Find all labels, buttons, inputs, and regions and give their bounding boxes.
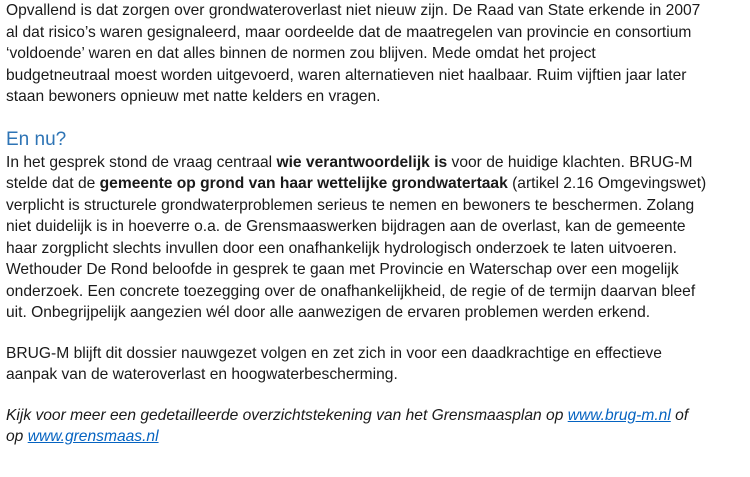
paragraph-spacer — [6, 386, 746, 405]
paragraph-line: uit. Onbegrijpelijk aangezien wél door alle aanwezigen de ervaren problemen werden erkend. — [6, 304, 651, 321]
paragraph-line: verplicht is structurele grondwaterproblemen serieus te nemen en bewoners te beschermen. Zolang — [6, 196, 695, 214]
section-heading: En nu? — [6, 128, 67, 150]
paragraph-line: haar zorgplicht slechts invullen door een onafhankelijk hydrologisch onderzoek te laten uitvoeren. — [6, 239, 677, 257]
text-run: op — [6, 428, 28, 445]
paragraph-line: niet duidelijk is in hoeverre o.a. de Grensmaaswerken bijdragen aan de overlast, kan de gemeente — [6, 218, 686, 235]
paragraph-line: aanpak van de wateroverlast en hoogwaterbescherming. — [6, 366, 398, 383]
paragraph-line: BRUG-M blijft dit dossier nauwgezet volgen en zet zich in voor een daadkrachtige en effectieve — [6, 344, 662, 362]
paragraph-line — [6, 173, 746, 195]
document-body — [6, 0, 746, 448]
text-run: stelde dat de — [6, 175, 100, 192]
paragraph-line: Wethouder De Rond beloofde in gesprek te gaan met Provincie en Waterschap over een mogelijk — [6, 261, 679, 278]
paragraph-line: al dat risico’s waren gesignaleerd, maar oordeelde dat de maatregelen van provincie en consortium — [6, 23, 692, 41]
paragraph-line — [6, 426, 746, 448]
paragraph-line — [6, 405, 746, 427]
paragraph-spacer — [6, 324, 746, 343]
paragraph-followup — [6, 343, 746, 386]
paragraph-line: onderzoek. Een concrete toezegging over de onafhankelijkheid, de regie of de termijn daarvan bleef — [6, 282, 696, 300]
paragraph-line: ‘voldoende’ waren en dat alles binnen de normen zou blijven. Mede omdat het project — [6, 45, 596, 62]
paragraph-history — [6, 0, 746, 108]
bold-text: gemeente op grond van haar wettelijke grondwatertaak — [99, 175, 508, 192]
paragraph-line — [6, 152, 746, 174]
footer-note — [6, 405, 746, 448]
paragraph-responsibility — [6, 152, 746, 324]
text-run: of — [670, 406, 689, 424]
brug-m-link[interactable]: www.brug-m.nl — [567, 406, 671, 424]
paragraph-line: budgetneutraal moest worden uitgevoerd, waren alternatieven niet haalbaar. Ruim vijftien jaar later — [6, 66, 687, 84]
text-run: In het gesprek stond de vraag centraal — [6, 153, 277, 171]
text-run: Kijk voor meer een gedetailleerde overzichtstekening van het Grensmaasplan op — [6, 406, 568, 424]
paragraph-line: Opvallend is dat zorgen over grondwateroverlast niet nieuw zijn. De Raad van State erkende in 2007 — [6, 2, 701, 19]
grensmaas-link[interactable]: www.grensmaas.nl — [27, 428, 159, 445]
paragraph-line: staan bewoners opnieuw met natte kelders en vragen. — [6, 88, 381, 105]
text-run: (artikel 2.16 Omgevingswet) — [507, 175, 707, 192]
text-run: voor de huidige klachten. BRUG-M — [447, 153, 693, 171]
bold-text: wie verantwoordelijk is — [276, 153, 448, 171]
